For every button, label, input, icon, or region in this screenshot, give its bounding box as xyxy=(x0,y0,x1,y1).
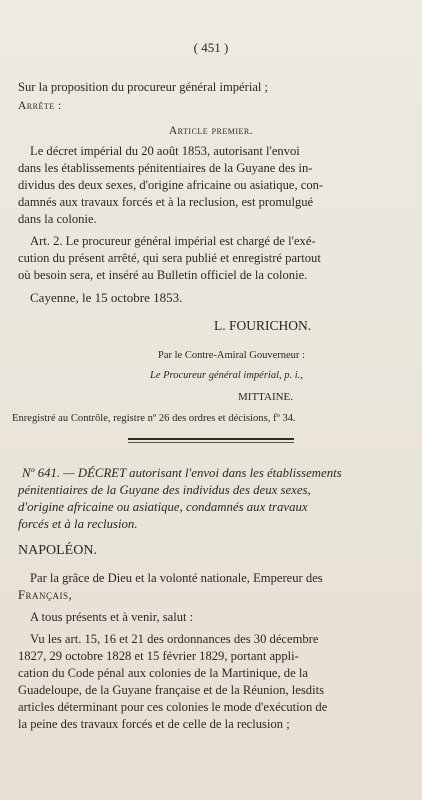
countersign-line: Par le Contre-Amiral Gouverneur : xyxy=(158,350,305,361)
arrete-heading: Arrête : xyxy=(18,100,62,112)
text-line: Guadeloupe, de la Guyane française et de la Réunion, lesdits xyxy=(18,683,324,697)
decree-title: d'origine africaine ou asiatique, condamnés aux travaux xyxy=(18,500,308,514)
text-line: cation du Code pénal aux colonies de la Martinique, de la xyxy=(18,666,308,680)
decree-title: Nº 641. — DÉCRET autorisant l'envoi dans les établissements xyxy=(22,466,342,480)
decree-title: pénitentiaires de la Guyane des individus des deux sexes, xyxy=(18,483,311,497)
text-line: articles déterminant pour ces colonies le mode d'exécution de xyxy=(18,700,328,714)
text-line: Par la grâce de Dieu et la volonté nationale, Empereur des xyxy=(30,571,323,585)
procureur-line: Le Procureur général impérial, p. i., xyxy=(150,370,303,381)
text-line: Vu les art. 15, 16 et 21 des ordonnances des 30 décembre xyxy=(30,632,319,646)
napoleon-heading: NAPOLÉON. xyxy=(18,543,97,558)
text-line: Le décret impérial du 20 août 1853, autorisant l'envoi xyxy=(30,144,300,158)
text-line: dividus des deux sexes, d'origine africaine ou asiatique, con- xyxy=(18,178,324,192)
text-line: Français, xyxy=(18,588,73,602)
text-line: dans les établissements pénitentiaires de la Guyane des in- xyxy=(18,161,313,175)
date-line: Cayenne, le 15 octobre 1853. xyxy=(30,290,183,305)
countersign-name: MITTAINE. xyxy=(238,391,294,403)
text-line: Art. 2. Le procureur général impérial est chargé de l'exé- xyxy=(30,234,316,248)
text-line: la peine des travaux forcés et de celle de la reclusion ; xyxy=(18,717,290,731)
text-line: Sur la proposition du procureur général impérial ; xyxy=(18,80,269,94)
text-line: dans la colonie. xyxy=(18,212,97,226)
page-number: ( 451 ) xyxy=(193,40,229,55)
section-divider-thin xyxy=(128,442,294,443)
text-line: A tous présents et à venir, salut : xyxy=(30,610,194,624)
section-divider xyxy=(128,438,294,440)
signature: L. FOURICHON. xyxy=(214,318,312,333)
registration-note: Enregistré au Contrôle, registre nº 26 des ordres et décisions, fº 34. xyxy=(12,413,296,424)
decree-title: forcés et à la reclusion. xyxy=(18,517,138,531)
text-line: 1827, 29 octobre 1828 et 15 février 1829, portant appli- xyxy=(18,649,299,663)
text-line: damnés aux travaux forcés et à la reclusion, est promulgué xyxy=(18,195,314,209)
article-heading: Article premier. xyxy=(168,125,254,137)
text-line: où besoin sera, et inséré au Bulletin officiel de la colonie. xyxy=(18,268,308,282)
text-line: cution du présent arrêté, qui sera publié et enregistré partout xyxy=(18,251,321,265)
